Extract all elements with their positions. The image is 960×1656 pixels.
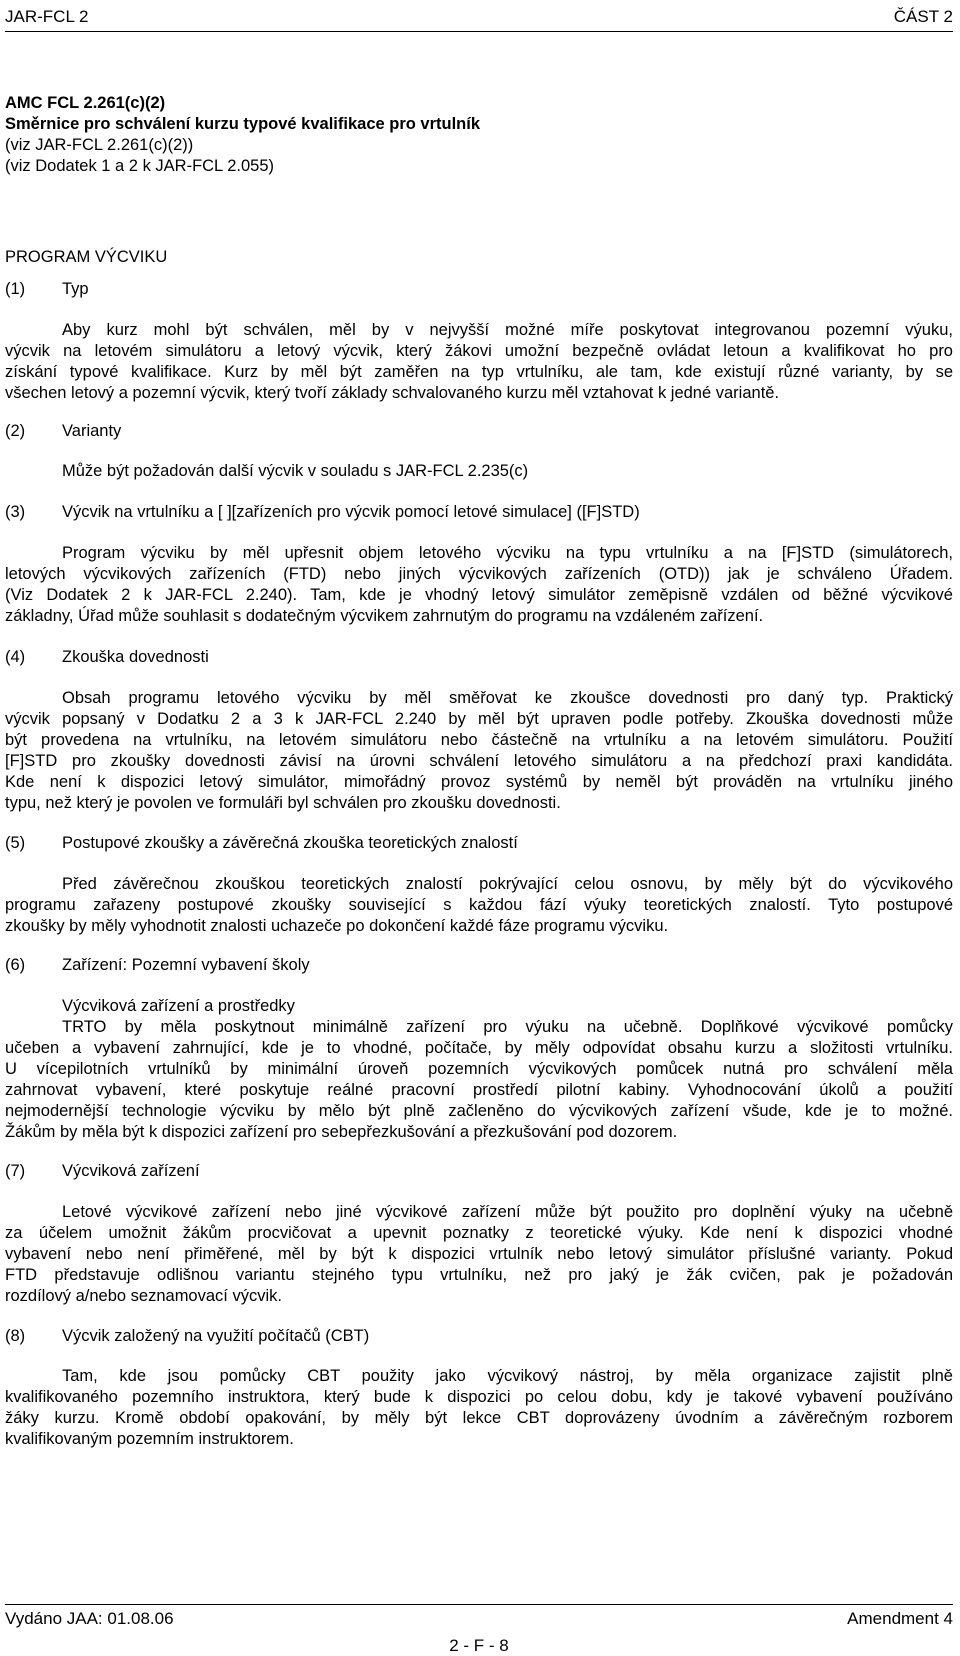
header-right: ČÁST 2 bbox=[893, 7, 953, 26]
section-6-subtitle: Výcviková zařízení a prostředky bbox=[62, 997, 295, 1015]
body-line: Aby kurz mohl být schválen, měl by v nejvyšší možné míře poskytovat integrovanou pozemní výuku, bbox=[62, 321, 953, 339]
body-line: být provedena na vrtulníku, na letovém simulátoru nebo částečně na vrtulníku a na letovém simulátoru. Použití bbox=[5, 731, 953, 749]
body-line: základny, Úřad může souhlasit s dodatečným výcvikem zahrnutým do programu na vzdáleném zařízení. bbox=[5, 607, 764, 625]
header-left: JAR-FCL 2 bbox=[5, 7, 89, 26]
body-line: výcvik na letovém simulátoru a letový výcvik, který žákovi umožní bezpečně ovládat letoun a kvalifikovat ho pro bbox=[5, 342, 953, 360]
section-6-title: Zařízení: Pozemní vybavení školy bbox=[62, 956, 310, 974]
section-7-number: (7) bbox=[5, 1162, 26, 1180]
body-line: učeben a vybavení zahrnující, kde je to vhodné, počítače, by měly odpovídat obsahu kurzu a složitosti vrtulníku. bbox=[5, 1039, 953, 1057]
body-line: výcvik popsaný v Dodatku 2 a 3 k JAR-FCL 2.240 by měl být upraven podle potřeby. Zkouška dovednosti může bbox=[5, 710, 953, 728]
section-4-title: Zkouška dovednosti bbox=[62, 648, 209, 666]
section-4-number: (4) bbox=[5, 648, 26, 666]
body-line: Letové výcvikové zařízení nebo jiné výcvikové zařízení může být použito pro doplnění výuky na učebně bbox=[62, 1203, 953, 1221]
section-2-title: Varianty bbox=[62, 422, 122, 440]
body-line: FTD představuje odlišnou variantu stejného typu vrtulníku, než pro jaký je žák cvičen, pak je požadován bbox=[5, 1266, 953, 1284]
body-line: typu, než který je povolen ve formuláři byl schválen pro zkoušku dovednosti. bbox=[5, 794, 561, 812]
section-2-number: (2) bbox=[5, 422, 26, 440]
body-line: (Viz Dodatek 2 k JAR-FCL 2.240). Tam, kde je vhodný letový simulátor zeměpisně vzdálen od běžné výcvikové bbox=[5, 586, 953, 604]
body-line: Obsah programu letového výcviku by měl směřovat ke zkoušce dovednosti pro daný typ. Praktický bbox=[62, 689, 953, 707]
section-6-number: (6) bbox=[5, 956, 26, 974]
body-line: Kde není k dispozici letový simulátor, mimořádný provoz systémů by neměl být prováděn na vrtulníku jiného bbox=[5, 773, 953, 791]
body-line: rozdílový a/nebo seznamovací výcvik. bbox=[5, 1287, 282, 1305]
body-line: zkoušky by měly vyhodnotit znalosti uchazeče po dokončení každé fáze programu výcviku. bbox=[5, 917, 669, 935]
body-line: nejmodernější technologie výcviku by mělo být plně začleněno do výcvikových zařízení všude, kde je to možné. bbox=[5, 1102, 953, 1120]
body-line: všechen letový a pozemní výcvik, který tvoří základy schvalovaného kurzu měl vztahovat k jedné variantě. bbox=[5, 384, 780, 402]
body-line: U vícepilotních vrtulníků by minimální úroveň pozemních výcvikových pomůcek nutná pro schválení měla bbox=[5, 1060, 953, 1078]
section-3-title: Výcvik na vrtulníku a [ ][zařízeních pro výcvik pomocí letové simulace] ([F]STD) bbox=[62, 503, 640, 521]
amc-ref-2: (viz Dodatek 1 a 2 k JAR-FCL 2.055) bbox=[5, 157, 274, 175]
body-line: kvalifikovaného pozemního instruktora, který bude k dispozici po celou dobu, kdy je takové vybavení používáno bbox=[5, 1388, 953, 1406]
amc-block bbox=[5, 93, 953, 177]
header-rule bbox=[5, 31, 953, 32]
amc-ref-1: (viz JAR-FCL 2.261(c)(2)) bbox=[5, 136, 194, 154]
body-line: za účelem umožnit žákům procvičovat a upevnit poznatky z teoretické výuky. Kde není k dispozici vhodné bbox=[5, 1224, 953, 1242]
section-2-text: Může být požadován další výcvik v souladu s JAR-FCL 2.235(c) bbox=[62, 462, 529, 480]
body-line: programu zařazeny postupové zkoušky související s každou fází výuky teoretických znalostí. Tyto postupové bbox=[5, 896, 953, 914]
amc-title: Směrnice pro schválení kurzu typové kvalifikace pro vrtulník bbox=[5, 115, 481, 133]
body-line: Před závěrečnou zkouškou teoretických znalostí pokrývající celou osnovu, by měly být do výcvikového bbox=[62, 875, 953, 893]
body-line: žáky kurzu. Kromě období opakování, by měly být lekce CBT doprovázeny úvodním a závěrečným rozborem bbox=[5, 1409, 953, 1427]
section-5-title: Postupové zkoušky a závěrečná zkouška teoretických znalostí bbox=[62, 834, 518, 852]
page-number: 2 - F - 8 bbox=[449, 1636, 509, 1655]
body-line: vybavení nebo není přiměřené, měl by být k dispozici vrtulník nebo letový simulátor příslušné varianty. Pokud bbox=[5, 1245, 953, 1263]
section-8-title: Výcvik založený na využití počítačů (CBT) bbox=[62, 1327, 370, 1345]
amc-code: AMC FCL 2.261(c)(2) bbox=[5, 94, 166, 112]
body-line: Tam, kde jsou pomůcky CBT použity jako výcvikový nástroj, by měla organizace zajistit plně bbox=[62, 1367, 953, 1385]
body-line: Žákům by měla být k dispozici zařízení pro sebepřezkušování a přezkušování pod dozorem. bbox=[5, 1123, 678, 1141]
section-5-number: (5) bbox=[5, 834, 26, 852]
section-1-title: Typ bbox=[62, 280, 89, 298]
body-line: kvalifikovaným pozemním instruktorem. bbox=[5, 1430, 294, 1448]
body-line: [F]STD pro zkoušky dovednosti závisí na úrovni schválení letového simulátoru a na předchozí praxi kandidáta. bbox=[5, 752, 953, 770]
body-line: TRTO by měla poskytnout minimálně zařízení pro výuku na učebně. Doplňkové výcvikové pomůcky bbox=[62, 1018, 953, 1036]
document-page bbox=[5, 0, 953, 1655]
section-3-number: (3) bbox=[5, 503, 26, 521]
section-7-title: Výcviková zařízení bbox=[62, 1162, 200, 1180]
footer-amendment: Amendment 4 bbox=[847, 1609, 953, 1628]
program-title: PROGRAM VÝCVIKU bbox=[5, 248, 168, 266]
body-line: získání typové kvalifikace. Kurz by měl být zaměřen na typ vrtulníku, ale tam, kde existují různé varianty, by se bbox=[5, 363, 953, 381]
footer-issue-date: Vydáno JAA: 01.08.06 bbox=[5, 1609, 174, 1628]
body-line: letových výcvikových zařízeních (FTD) nebo jiných výcvikových zařízeních (OTD)) jak je schváleno Úřadem. bbox=[5, 565, 953, 583]
body-line: zahrnovat vybavení, které poskytuje reálné pracovní prostředí pilotní kabiny. Vyhodnocování úkolů a použití bbox=[5, 1081, 953, 1099]
body-line: Program výcviku by měl upřesnit objem letového výcviku na typu vrtulníku a na [F]STD (simulátorech, bbox=[62, 544, 953, 562]
section-8-number: (8) bbox=[5, 1327, 26, 1345]
footer-rule bbox=[5, 1604, 953, 1605]
section-1-number: (1) bbox=[5, 280, 26, 298]
